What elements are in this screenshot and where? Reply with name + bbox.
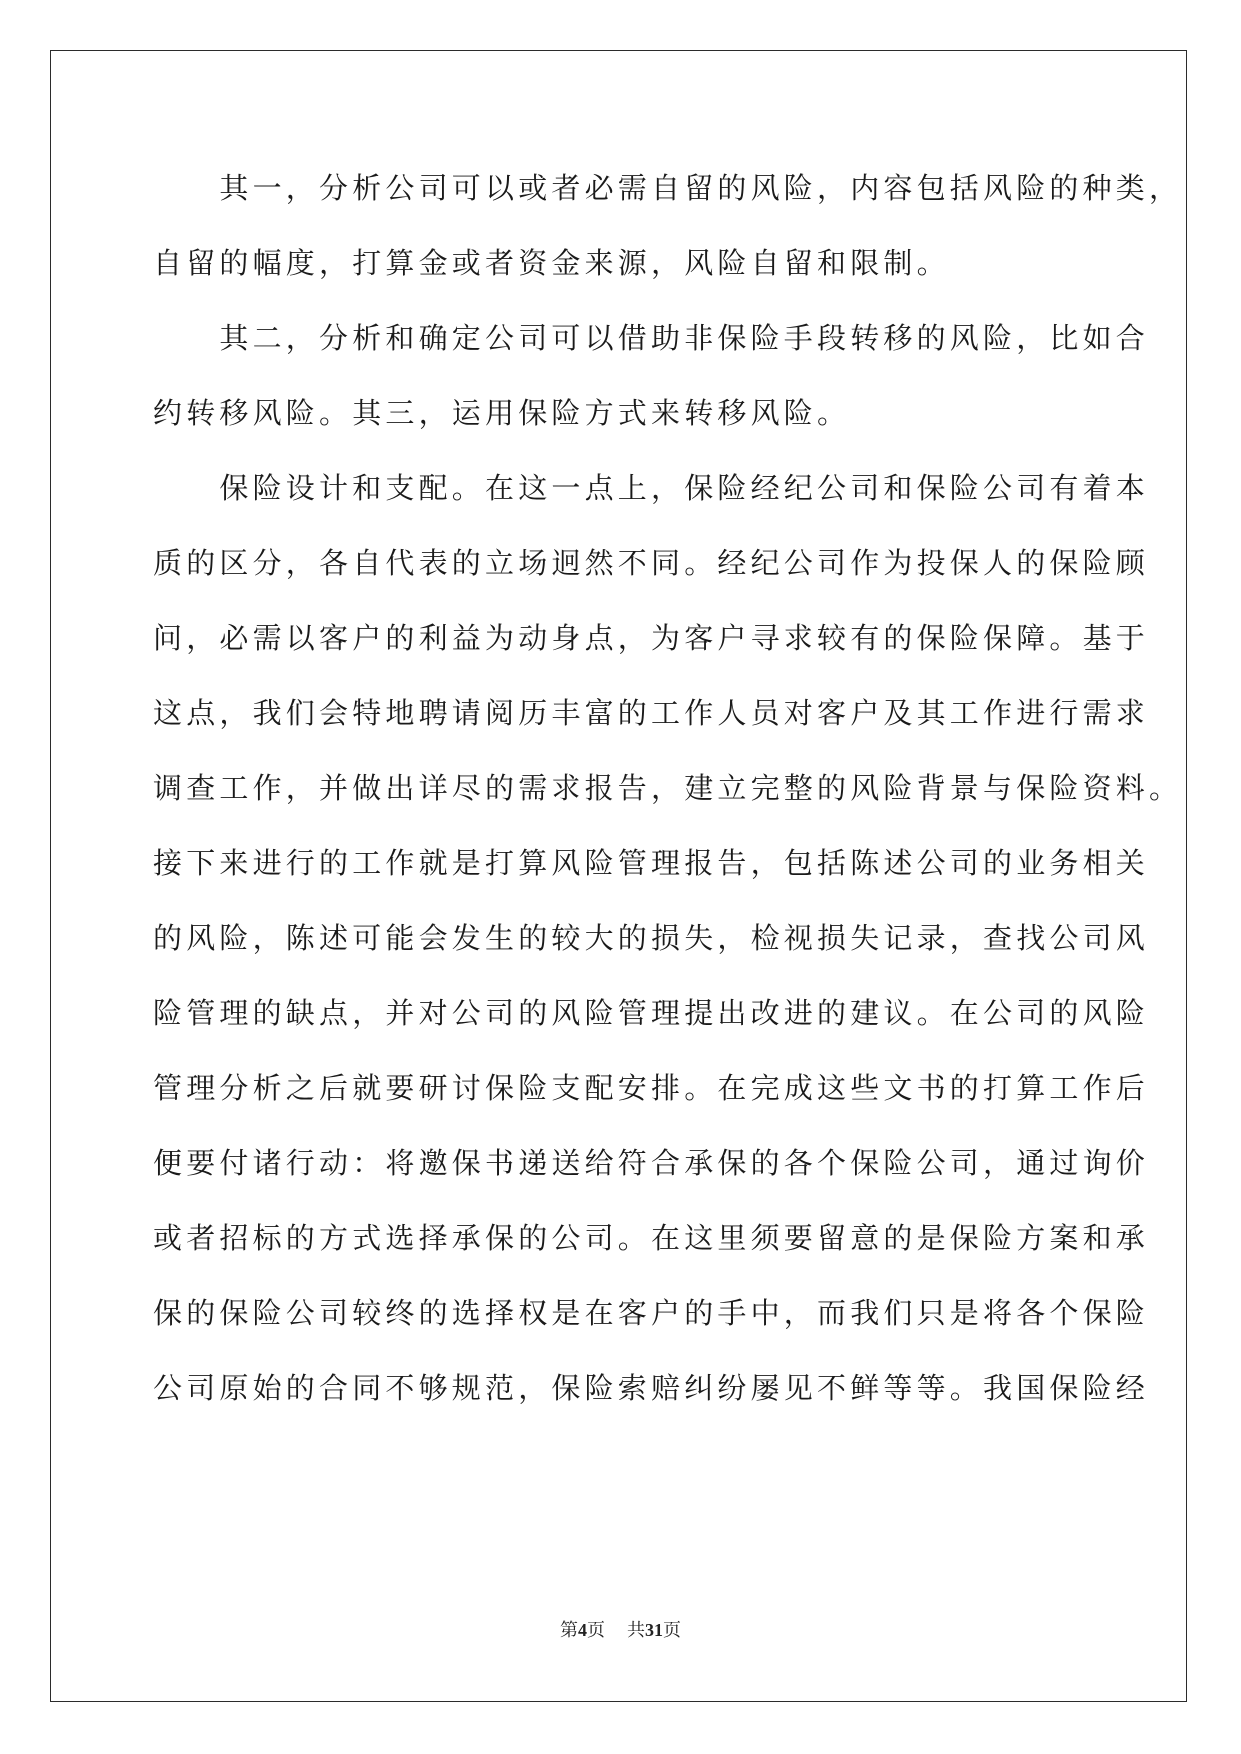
text-line: 的风险，陈述可能会发生的较大的损失，检视损失记录，查找公司风 bbox=[153, 921, 1150, 955]
page-prefix: 第 bbox=[560, 1620, 578, 1640]
text-line: 约转移风险。其三，运用保险方式来转移风险。 bbox=[153, 396, 851, 430]
text-line: 其一，分析公司可以或者必需自留的风险，内容包括风险的种类， bbox=[153, 171, 1183, 205]
text-line: 险管理的缺点，并对公司的风险管理提出改进的建议。在公司的风险 bbox=[153, 996, 1150, 1030]
text-line: 接下来进行的工作就是打算风险管理报告，包括陈述公司的业务相关 bbox=[153, 846, 1150, 880]
text-line: 保险设计和支配。在这一点上，保险经纪公司和保险公司有着本 bbox=[153, 471, 1150, 505]
text-line: 公司原始的合同不够规范，保险索赔纠纷屡见不鲜等等。我国保险经 bbox=[153, 1371, 1150, 1405]
text-line: 便要付诸行动：将邀保书递送给符合承保的各个保险公司，通过询价 bbox=[153, 1146, 1150, 1180]
text-line: 或者招标的方式选择承保的公司。在这里须要留意的是保险方案和承 bbox=[153, 1221, 1150, 1255]
text-line: 调查工作，并做出详尽的需求报告，建立完整的风险背景与保险资料。 bbox=[153, 771, 1183, 805]
page-suffix: 页 bbox=[587, 1620, 605, 1640]
page-number: 4 bbox=[578, 1620, 587, 1640]
total-pages: 31 bbox=[645, 1620, 663, 1640]
text-line: 这点，我们会特地聘请阅历丰富的工作人员对客户及其工作进行需求 bbox=[153, 696, 1150, 730]
text-line: 问，必需以客户的利益为动身点，为客户寻求较有的保险保障。基于 bbox=[153, 621, 1150, 655]
text-line: 其二，分析和确定公司可以借助非保险手段转移的风险，比如合 bbox=[153, 321, 1150, 355]
text-line: 保的保险公司较终的选择权是在客户的手中，而我们只是将各个保险 bbox=[153, 1296, 1150, 1330]
total-prefix: 共 bbox=[627, 1620, 645, 1640]
text-line: 自留的幅度，打算金或者资金来源，风险自留和限制。 bbox=[153, 246, 950, 280]
total-suffix: 页 bbox=[663, 1620, 681, 1640]
page-footer bbox=[0, 1616, 1241, 1642]
text-line: 质的区分，各自代表的立场迥然不同。经纪公司作为投保人的保险顾 bbox=[153, 546, 1150, 580]
text-line: 管理分析之后就要研讨保险支配安排。在完成这些文书的打算工作后 bbox=[153, 1071, 1150, 1105]
